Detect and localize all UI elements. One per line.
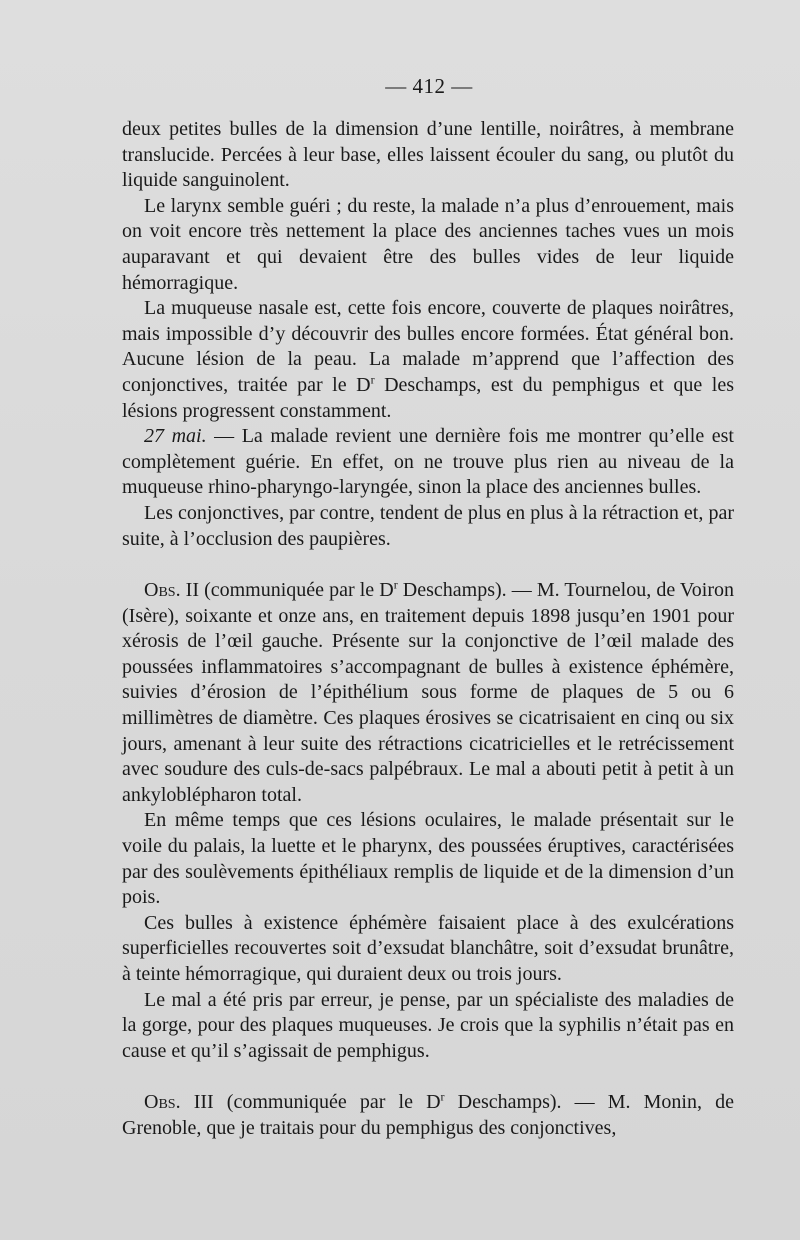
date-lead: 27 mai. — [144, 425, 207, 448]
paragraph-1: deux petites bulles de la dimension d’une lentille, noirâtres, à membrane translucide. Percées à leur base, elles laissent écouler du sang, ou plutôt du liquide sanguinolent. — [122, 118, 734, 192]
paragraph-2: Le larynx semble guéri ; du reste, la malade n’a plus d’enrouement, mais on voit encore très nettement la place des anciennes taches vues un mois auparavant et qui devaient être des bulles vides de leur liquide hémorragique. — [122, 194, 734, 294]
paragraph-7: En même temps que ces lésions oculaires, le malade présentait sur le voile du palais, la luette et le pharynx, des poussées éruptives, caractérisées par des soulèvements épithéliaux remplis de liquide et de la dimension d’un pois. — [122, 809, 734, 909]
observation-label: Obs. III — [144, 1091, 214, 1114]
observation-label: Obs. II — [144, 579, 199, 602]
paragraph-3: La muqueuse nasale est, cette fois encore, couverte de plaques noirâtres, mais impossible d’y découvrir des bulles encore formées. État général bon. Aucune lésion de la peau. La malade m’apprend que l’affection des conjonctives, traitée par le $D^r$ Deschamps, est du pemphigus et que les lésions progressent constamment. — [122, 297, 734, 422]
page-number: — 412 — — [385, 74, 473, 98]
observation-3: Obs. III (communiquée par le $D^r$ Deschamps). — M. Monin, de Grenoble, que je traitais pour du pemphigus des conjonctives, — [122, 1089, 734, 1139]
paragraph-8: Ces bulles à existence éphémère faisaient place à des exulcérations superficielles recouvertes soit d’exsudat blanchâtre, soit d’exsudat brunâtre, à teinte hémorragique, qui duraient deux ou trois jours. — [122, 911, 734, 985]
observation-2: Obs. II (communiquée par le $D^r$ Deschamps). — M. Tournelou, de Voiron (Isère), soixante et onze ans, en traitement depuis 1898 jusqu’en 1901 pour xérosis de l’œil gauche. Présente sur la conjonctive de l’œil malade des poussées inflammatoires s’accompagnant de bulles à existence éphémère, suivies d’érosion de l’épithélium sous forme de plaques de 5 ou 6 millimètres de diamètre. Ces plaques érosives se cicatrisaient en cinq ou six jours, amenant à leur suite des rétractions cicatricielles et le retrécissement avec soudure des culs-de-sacs palpébraux. Le mal a abouti petit à petit à un ankyloblépharon total. — [122, 577, 735, 806]
paragraph-9: Le mal a été pris par erreur, je pense, par un spécialiste des maladies de la gorge, pour des plaques muqueuses. Je crois que la syphilis n’était pas en cause et qu’il s’agissait de pemphigus. — [122, 988, 734, 1062]
paragraph-4: 27 mai. — La malade revient une dernière fois me montrer qu’elle est complètement guérie. En effet, on ne trouve plus rien au niveau de la muqueuse rhino-pharyngo-laryngée, sinon la place des anciennes bulles. — [122, 425, 734, 499]
paragraph-5: Les conjonctives, par contre, tendent de plus en plus à la rétraction et, par suite, à l’occlusion des paupières. — [122, 501, 734, 550]
body-text — [122, 117, 734, 1142]
